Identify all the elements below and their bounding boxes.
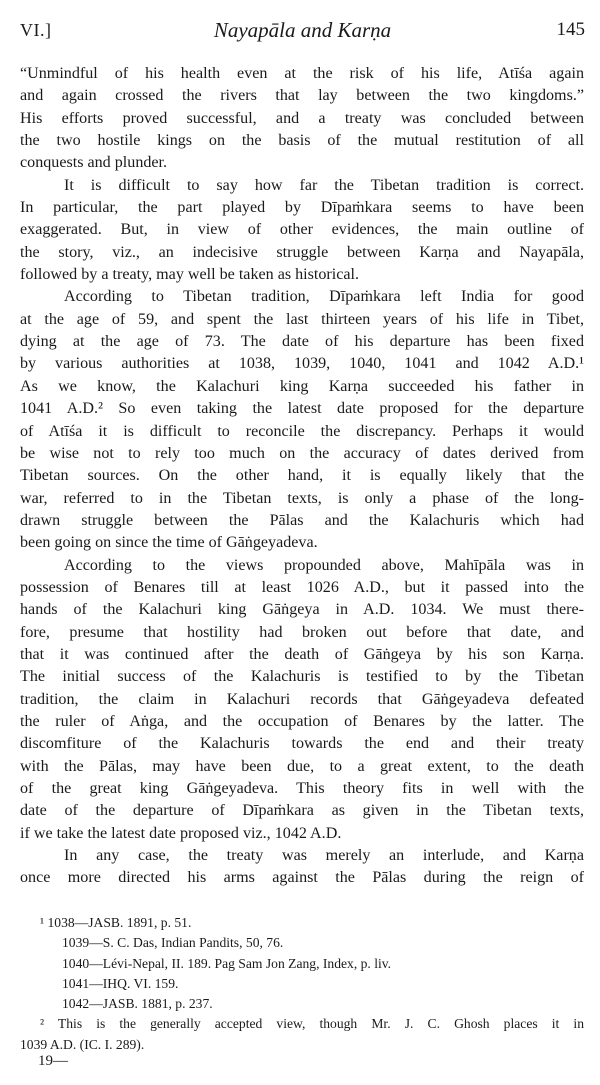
footnote-line: ² This is the generally accepted view, though Mr. J. C. Ghosh places it in (40, 1016, 584, 1032)
text-line: the ruler of Aṅga, and the occupation of Benares by the latter. The (20, 712, 584, 730)
text-line: In any case, the treaty was merely an interlude, and Karṇa (64, 847, 584, 865)
footnote-line: 1039—S. C. Das, Indian Pandits, 50, 76. (62, 935, 284, 951)
text-line: hands of the Kalachuri king Gāṅgeya in A.D. 1034. We must there- (20, 601, 584, 619)
text-line: the two hostile kings on the basis of the mutual restitution of all (20, 132, 584, 150)
footnotes (20, 913, 584, 1055)
text-line: and again crossed the rivers that lay between the two kingdoms.” (20, 87, 584, 105)
footnote-line: 1039 A.D. (IC. I. 289). (20, 1036, 145, 1052)
text-line: war, referred to in the Tibetan texts, is only a phase of the long- (20, 489, 584, 507)
footnote-line: 1041—IHQ. VI. 159. (62, 975, 179, 991)
text-line: followed by a treaty, may well be taken as historical. (20, 266, 360, 284)
text-line: the story, viz., an indecisive struggle between Karṇa and Nayapāla, (20, 243, 584, 261)
text-line: of Atīśa it is difficult to reconcile the discrepancy. Perhaps it would (20, 422, 584, 440)
text-line: discomfiture of the Kalachuris towards the end and their treaty (20, 735, 584, 753)
text-line: tradition, the claim in Kalachuri records that Gāṅgeyadeva defeated (20, 690, 584, 708)
text-line: In particular, the part played by Dīpaṁkara seems to have been (20, 199, 584, 217)
text-line: It is difficult to say how far the Tibetan tradition is correct. (64, 176, 584, 194)
text-line: The initial success of the Kalachuris is testified to by the Tibetan (20, 668, 584, 686)
text-line: dying at the age of 73. The date of his departure has been fixed (20, 333, 584, 351)
text-line: of the great king Gāṅgeyadeva. This theory fits in well with the (20, 780, 584, 797)
text-line: at the age of 59, and spent the last thirteen years of his life in Tibet, (20, 310, 584, 328)
text-line: conquests and plunder. (20, 154, 168, 172)
running-header (20, 18, 585, 46)
text-line: Tibetan sources. On the other hand, it is equally likely that the (20, 467, 584, 485)
text-line: possession of Benares till at least 1026 A.D., but it passed into the (20, 578, 584, 596)
page-number: 145 (556, 19, 585, 40)
running-title: Nayapāla and Karṇa (213, 18, 392, 42)
text-line: once more directed his arms against the Pālas during the reign of (20, 869, 584, 887)
text-line: According to Tibetan tradition, Dīpaṁkara left India for good (64, 288, 584, 306)
text-line: date of the departure of Dīpaṁkara as given in the Tibetan texts, (20, 802, 584, 820)
chapter-marker: VI.] (20, 20, 52, 40)
text-line: by various authorities at 1038, 1039, 1040, 1041 and 1042 A.D.¹ (20, 355, 584, 373)
text-line: been going on since the time of Gāṅgeyadeva. (20, 534, 318, 552)
footnote-line: ¹ 1038—JASB. 1891, p. 51. (40, 915, 192, 930)
text-line: that it was continued after the death of Gāṅgeya by his son Karṇa. (20, 645, 584, 663)
text-line: with the Pālas, may have been due, to a great extent, to the death (20, 757, 584, 775)
text-line: “Unmindful of his health even at the risk of his life, Atīśa again (20, 65, 584, 82)
text-line: if we take the latest date proposed viz., 1042 A.D. (20, 824, 342, 842)
footnote-line: 1040—Lévi-Nepal, II. 189. Pag Sam Jon Zang, Index, p. liv. (62, 955, 392, 971)
text-line: His efforts proved successful, and a treaty was concluded between (20, 109, 584, 127)
text-line: fore, presume that hostility had broken out before that date, and (20, 623, 584, 641)
text-line: As we know, the Kalachuri king Karṇa succeeded his father in (20, 377, 584, 395)
text-line: be wise not to rely too much on the accuracy of dates derived from (20, 444, 584, 462)
footnote-line: 1042—JASB. 1881, p. 237. (62, 996, 213, 1012)
body-text (20, 63, 584, 890)
text-line: 1041 A.D.² So even taking the latest date proposed for the departure (20, 400, 584, 418)
text-line: drawn struggle between the Pālas and the Kalachuris which had (20, 511, 584, 529)
signature-mark: 19— (38, 1053, 68, 1069)
text-line: exaggerated. But, in view of other evidences, the main outline of (20, 221, 584, 239)
text-line: According to the views propounded above, Mahīpāla was in (64, 556, 584, 574)
